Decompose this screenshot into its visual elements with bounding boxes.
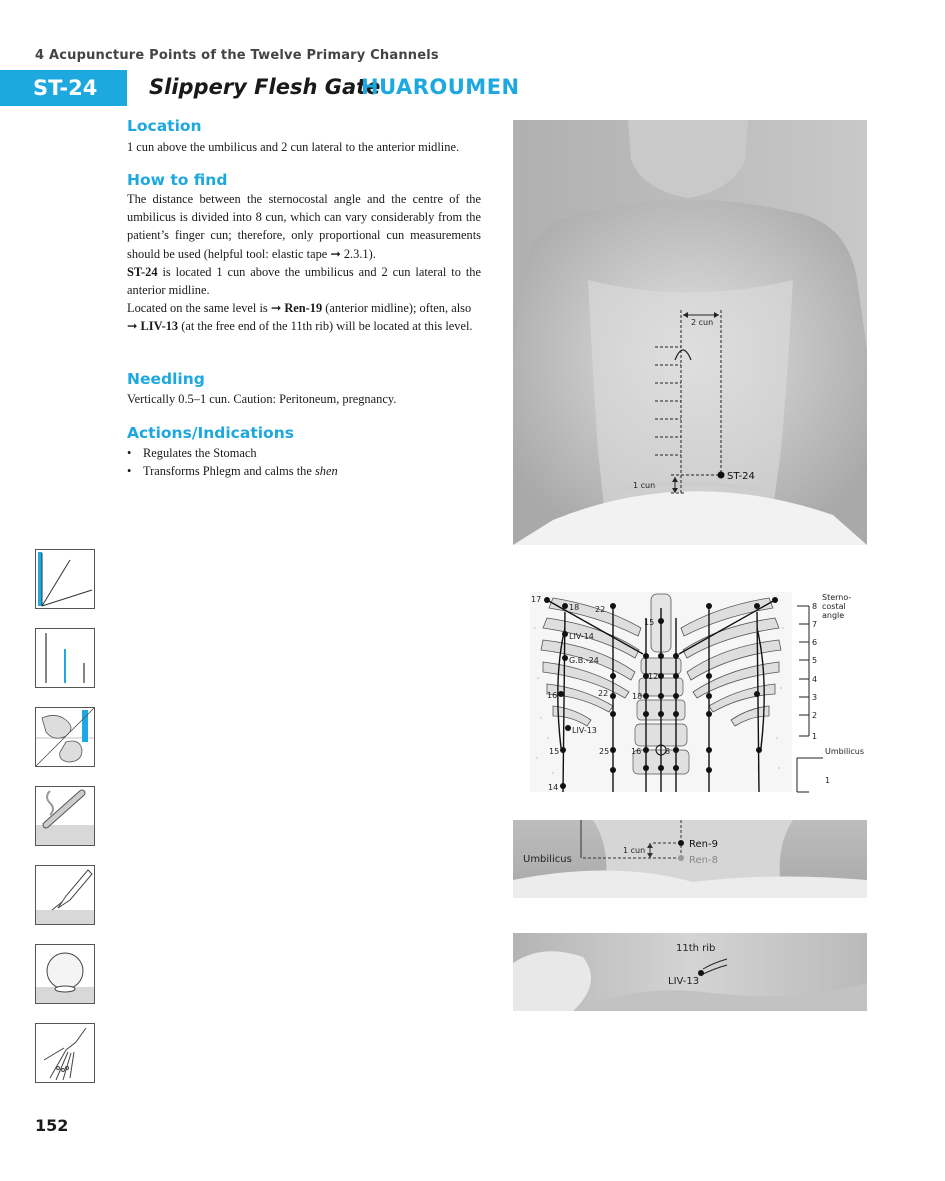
one-cun-label: 1 cun xyxy=(623,846,646,855)
pt-label: 22 xyxy=(595,605,606,614)
torso-photo xyxy=(513,120,867,545)
scale-label: 4 xyxy=(812,675,818,684)
umbilicus-photo xyxy=(513,820,867,898)
needling-text: Vertically 0.5–1 cun. Caution: Peritoneum, pregnancy. xyxy=(127,392,397,406)
sterno-label: angle xyxy=(822,611,845,620)
action-item xyxy=(127,462,481,480)
location-text: 1 cun above the umbilicus and 2 cun lateral to the anterior midline. xyxy=(127,140,460,154)
bloodletting-icon xyxy=(35,865,95,925)
scale-label: 6 xyxy=(812,638,818,647)
pt-label: 12 xyxy=(648,672,659,681)
pt-label: 14 xyxy=(548,783,559,792)
pt-label: 18 xyxy=(632,692,643,701)
shen-term: shen xyxy=(314,464,338,479)
pt-label: 22 xyxy=(598,689,609,698)
scale-label: 7 xyxy=(812,620,818,629)
point-code-tab: ST-24 xyxy=(0,70,127,106)
actions-list xyxy=(127,444,481,480)
scale-label: 5 xyxy=(812,656,818,665)
pt-label: 16 xyxy=(631,747,642,756)
ren8-label: Ren-8 xyxy=(689,855,718,866)
action-item: • Regulates the Stomach xyxy=(127,444,481,462)
needle-depth-icon xyxy=(35,628,95,688)
liv13-ref: LIV-13 xyxy=(140,319,179,334)
pt-label: 8 xyxy=(665,747,671,756)
pt-label: 15 xyxy=(644,618,655,627)
liv13-label: LIV-13 xyxy=(668,976,700,987)
scale-label: 2 xyxy=(812,711,818,720)
ren19-ref: Ren-19 xyxy=(284,301,323,316)
how-to-find-text xyxy=(127,190,481,336)
pt-label: 16 xyxy=(547,691,558,700)
st24-ref: ST-24 xyxy=(127,264,158,279)
pt-label: 18 xyxy=(569,603,580,612)
scale-label: 1 xyxy=(825,776,831,785)
organ-caution-icon xyxy=(35,707,95,767)
how-to-find-p3 xyxy=(127,299,481,335)
pt-label: LIV-13 xyxy=(572,726,597,735)
p3-a: Located on the same level is ➞ xyxy=(127,301,285,316)
sterno-label: costal xyxy=(822,602,846,611)
hand-anatomy-icon xyxy=(35,1023,95,1083)
sterno-label: Sterno- xyxy=(822,593,852,602)
rib-label: 11th rib xyxy=(676,943,716,954)
chapter-title: 4 Acupuncture Points of the Twelve Primary Channels xyxy=(35,48,439,63)
point-name: Slippery Flesh Gate xyxy=(149,75,381,99)
moxibustion-icon xyxy=(35,786,95,846)
cupping-icon xyxy=(35,944,95,1004)
location-heading: Location xyxy=(127,117,202,135)
pt-label: LIV-14 xyxy=(569,632,594,641)
how-to-find-p2 xyxy=(127,263,481,299)
pt-label: G.B.-24 xyxy=(569,656,599,665)
p3-c: (anterior midline); often, also ➞ xyxy=(127,301,472,334)
actions-heading: Actions/Indications xyxy=(127,424,294,442)
label-2cun: 2 cun xyxy=(691,318,714,327)
page-number: 152 xyxy=(35,1116,69,1135)
ren9-label: Ren-9 xyxy=(689,839,718,850)
ribcage-diagram xyxy=(513,588,867,793)
needle-angle-icon xyxy=(35,549,95,609)
how-to-find-p1: The distance between the sternocostal angle and the centre of the umbilicus is divided into 8 cun, which can vary considerably from the patient’s finger cun; therefore, only proportional cun measurements should be used (helpful tool: elastic tape ➞ 2.3.1). xyxy=(127,192,481,261)
action-text: Transforms Phlegm and calms the xyxy=(143,464,315,479)
rib-photo xyxy=(513,933,867,1011)
how-to-find-heading: How to find xyxy=(127,171,228,189)
label-1cun: 1 cun xyxy=(633,481,656,490)
scale-label: 3 xyxy=(812,693,818,702)
point-pinyin: HUAROUMEN xyxy=(361,75,520,99)
label-st24: ST-24 xyxy=(727,471,755,482)
umbilicus-label: Umbilicus xyxy=(825,747,865,756)
needling-heading: Needling xyxy=(127,370,205,388)
pt-label: 17 xyxy=(531,595,542,604)
umbilicus-label: Umbilicus xyxy=(523,854,572,865)
scale-label: 8 xyxy=(812,602,818,611)
pt-label: 15 xyxy=(549,747,560,756)
p3-e: (at the free end of the 11th rib) will be located at this level. xyxy=(178,319,473,334)
pt-label: 25 xyxy=(599,747,610,756)
scale-label: 1 xyxy=(812,732,818,741)
p2-rest: is located 1 cun above the umbilicus and 2 cun lateral to the anterior midline. xyxy=(127,264,481,298)
